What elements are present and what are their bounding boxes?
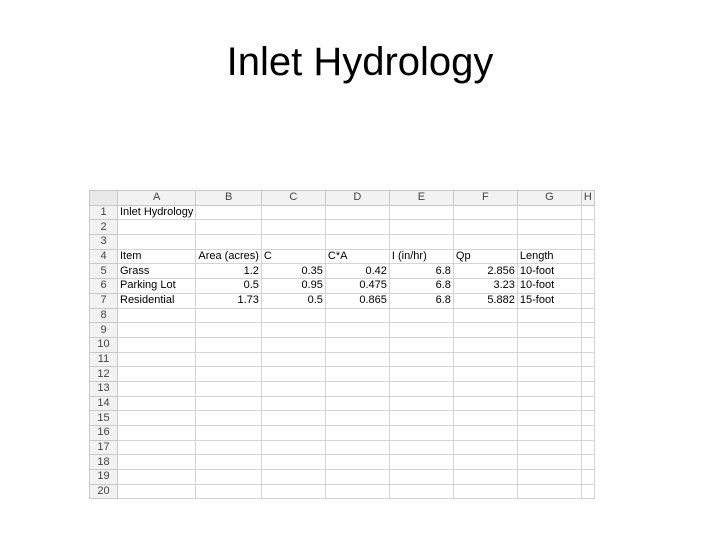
column-header-a[interactable]: A <box>118 191 196 206</box>
sheet-row <box>90 367 595 382</box>
cell-f4[interactable]: Qp <box>453 249 517 264</box>
cell-h10[interactable] <box>581 337 594 352</box>
cell-b5[interactable]: 1.2 <box>196 264 262 279</box>
cell-c1[interactable] <box>261 205 325 220</box>
cell-b9[interactable] <box>196 323 262 338</box>
cell-f13[interactable] <box>453 381 517 396</box>
cell-c20[interactable] <box>261 484 325 499</box>
cell-f6[interactable]: 3.23 <box>453 279 517 294</box>
cell-h4[interactable] <box>581 249 594 264</box>
cell-g7[interactable]: 15-foot <box>517 293 581 308</box>
cell-e19[interactable] <box>389 470 453 485</box>
cell-a10[interactable] <box>118 337 196 352</box>
row-header-9[interactable]: 9 <box>90 323 118 338</box>
row-header-15[interactable]: 15 <box>90 411 118 426</box>
cell-b3[interactable] <box>196 235 262 250</box>
sheet-row <box>90 337 595 352</box>
cell-d1[interactable] <box>325 205 389 220</box>
cell-g2[interactable] <box>517 220 581 235</box>
column-header-c[interactable]: C <box>261 191 325 206</box>
cell-d6[interactable]: 0.475 <box>325 279 389 294</box>
cell-c16[interactable] <box>261 426 325 441</box>
row-header-10[interactable]: 10 <box>90 337 118 352</box>
cell-h17[interactable] <box>581 440 594 455</box>
sheet-row <box>90 411 595 426</box>
sheet-row <box>90 279 595 294</box>
cell-f7[interactable]: 5.882 <box>453 293 517 308</box>
cell-a13[interactable] <box>118 381 196 396</box>
cell-b4[interactable]: Area (acres) <box>196 249 262 264</box>
sheet-row <box>90 426 595 441</box>
slide-title: Inlet Hydrology <box>226 40 494 84</box>
cell-a3[interactable] <box>118 235 196 250</box>
cell-h15[interactable] <box>581 411 594 426</box>
cell-d3[interactable] <box>325 235 389 250</box>
column-header-d[interactable]: D <box>325 191 389 206</box>
cell-e7[interactable]: 6.8 <box>389 293 453 308</box>
cell-e8[interactable] <box>389 308 453 323</box>
cell-e3[interactable] <box>389 235 453 250</box>
cell-f2[interactable] <box>453 220 517 235</box>
cell-c5[interactable]: 0.35 <box>261 264 325 279</box>
cell-g13[interactable] <box>517 381 581 396</box>
cell-g11[interactable] <box>517 352 581 367</box>
cell-f5[interactable]: 2.856 <box>453 264 517 279</box>
cell-f14[interactable] <box>453 396 517 411</box>
cell-h19[interactable] <box>581 470 594 485</box>
cell-b14[interactable] <box>196 396 262 411</box>
row-header-11[interactable]: 11 <box>90 352 118 367</box>
cell-a9[interactable] <box>118 323 196 338</box>
row-header-14[interactable]: 14 <box>90 396 118 411</box>
cell-b7[interactable]: 1.73 <box>196 293 262 308</box>
cell-a8[interactable] <box>118 308 196 323</box>
cell-g20[interactable] <box>517 484 581 499</box>
cell-d12[interactable] <box>325 367 389 382</box>
cell-c13[interactable] <box>261 381 325 396</box>
cell-b15[interactable] <box>196 411 262 426</box>
sheet-row <box>90 455 595 470</box>
sheet-row <box>90 205 595 220</box>
cell-c10[interactable] <box>261 337 325 352</box>
row-header-3[interactable]: 3 <box>90 235 118 250</box>
cell-c4[interactable]: C <box>261 249 325 264</box>
cell-e18[interactable] <box>389 455 453 470</box>
cell-e4[interactable]: I (in/hr) <box>389 249 453 264</box>
cell-b19[interactable] <box>196 470 262 485</box>
cell-g1[interactable] <box>517 205 581 220</box>
cell-c14[interactable] <box>261 396 325 411</box>
cell-h2[interactable] <box>581 220 594 235</box>
cell-g8[interactable] <box>517 308 581 323</box>
column-header-g[interactable]: G <box>517 191 581 206</box>
sheet-row <box>90 352 595 367</box>
cell-g5[interactable]: 10-foot <box>517 264 581 279</box>
cell-h1[interactable] <box>581 205 594 220</box>
cell-h9[interactable] <box>581 323 594 338</box>
cell-h6[interactable] <box>581 279 594 294</box>
column-header-b[interactable]: B <box>196 191 262 206</box>
row-header-8[interactable]: 8 <box>90 308 118 323</box>
sheet-row <box>90 470 595 485</box>
cell-a6[interactable]: Parking Lot <box>118 279 196 294</box>
cell-d7[interactable]: 0.865 <box>325 293 389 308</box>
cell-c6[interactable]: 0.95 <box>261 279 325 294</box>
cell-e11[interactable] <box>389 352 453 367</box>
sheet-row <box>90 264 595 279</box>
cell-d20[interactable] <box>325 484 389 499</box>
cell-d9[interactable] <box>325 323 389 338</box>
row-header-12[interactable]: 12 <box>90 367 118 382</box>
cell-b17[interactable] <box>196 440 262 455</box>
cell-a5[interactable]: Grass <box>118 264 196 279</box>
cell-c17[interactable] <box>261 440 325 455</box>
cell-d4[interactable]: C*A <box>325 249 389 264</box>
cell-h20[interactable] <box>581 484 594 499</box>
row-header-1[interactable]: 1 <box>90 205 118 220</box>
cell-d17[interactable] <box>325 440 389 455</box>
cell-g12[interactable] <box>517 367 581 382</box>
sheet-row <box>90 323 595 338</box>
column-header-f[interactable]: F <box>453 191 517 206</box>
cell-e2[interactable] <box>389 220 453 235</box>
cell-b11[interactable] <box>196 352 262 367</box>
cell-b12[interactable] <box>196 367 262 382</box>
cell-d5[interactable]: 0.42 <box>325 264 389 279</box>
cell-c8[interactable] <box>261 308 325 323</box>
cell-a1[interactable]: Inlet Hydrology <box>118 205 196 220</box>
cell-f19[interactable] <box>453 470 517 485</box>
cell-a20[interactable] <box>118 484 196 499</box>
cell-f8[interactable] <box>453 308 517 323</box>
cell-b16[interactable] <box>196 426 262 441</box>
cell-a15[interactable] <box>118 411 196 426</box>
row-header-7[interactable]: 7 <box>90 293 118 308</box>
sheet-row <box>90 293 595 308</box>
sheet-row <box>90 381 595 396</box>
cell-g4[interactable]: Length <box>517 249 581 264</box>
row-header-19[interactable]: 19 <box>90 470 118 485</box>
sheet-row <box>90 440 595 455</box>
cell-g18[interactable] <box>517 455 581 470</box>
cell-h16[interactable] <box>581 426 594 441</box>
cell-b10[interactable] <box>196 337 262 352</box>
cell-f11[interactable] <box>453 352 517 367</box>
cell-h13[interactable] <box>581 381 594 396</box>
cell-e15[interactable] <box>389 411 453 426</box>
sheet-row <box>90 235 595 250</box>
cell-b18[interactable] <box>196 455 262 470</box>
cell-e5[interactable]: 6.8 <box>389 264 453 279</box>
spreadsheet-grid <box>89 190 595 499</box>
cell-c19[interactable] <box>261 470 325 485</box>
cell-h12[interactable] <box>581 367 594 382</box>
cell-d15[interactable] <box>325 411 389 426</box>
sheet-row <box>90 484 595 499</box>
column-header-h[interactable]: H <box>581 191 594 206</box>
cell-a2[interactable] <box>118 220 196 235</box>
cell-c2[interactable] <box>261 220 325 235</box>
cell-h7[interactable] <box>581 293 594 308</box>
cell-h3[interactable] <box>581 235 594 250</box>
cell-g10[interactable] <box>517 337 581 352</box>
cell-g15[interactable] <box>517 411 581 426</box>
cell-a19[interactable] <box>118 470 196 485</box>
cell-f17[interactable] <box>453 440 517 455</box>
cell-d14[interactable] <box>325 396 389 411</box>
cell-f15[interactable] <box>453 411 517 426</box>
row-header-17[interactable]: 17 <box>90 440 118 455</box>
row-header-4[interactable]: 4 <box>90 249 118 264</box>
cell-f10[interactable] <box>453 337 517 352</box>
cell-a7[interactable]: Residential <box>118 293 196 308</box>
cell-f16[interactable] <box>453 426 517 441</box>
cell-c9[interactable] <box>261 323 325 338</box>
cell-e17[interactable] <box>389 440 453 455</box>
cell-a14[interactable] <box>118 396 196 411</box>
cell-e9[interactable] <box>389 323 453 338</box>
cell-a16[interactable] <box>118 426 196 441</box>
cell-e16[interactable] <box>389 426 453 441</box>
cell-c12[interactable] <box>261 367 325 382</box>
row-header-2[interactable]: 2 <box>90 220 118 235</box>
cell-e1[interactable] <box>389 205 453 220</box>
cell-d2[interactable] <box>325 220 389 235</box>
cell-d11[interactable] <box>325 352 389 367</box>
cell-e12[interactable] <box>389 367 453 382</box>
cell-g3[interactable] <box>517 235 581 250</box>
cell-e10[interactable] <box>389 337 453 352</box>
cell-g16[interactable] <box>517 426 581 441</box>
cell-f18[interactable] <box>453 455 517 470</box>
cell-f20[interactable] <box>453 484 517 499</box>
cell-h8[interactable] <box>581 308 594 323</box>
row-header-16[interactable]: 16 <box>90 426 118 441</box>
cell-d18[interactable] <box>325 455 389 470</box>
row-header-6[interactable]: 6 <box>90 279 118 294</box>
cell-a12[interactable] <box>118 367 196 382</box>
cell-a17[interactable] <box>118 440 196 455</box>
cell-h14[interactable] <box>581 396 594 411</box>
cell-e6[interactable]: 6.8 <box>389 279 453 294</box>
cell-g19[interactable] <box>517 470 581 485</box>
cell-d13[interactable] <box>325 381 389 396</box>
cell-h11[interactable] <box>581 352 594 367</box>
cell-c18[interactable] <box>261 455 325 470</box>
select-all-corner[interactable] <box>90 191 118 206</box>
cell-g14[interactable] <box>517 396 581 411</box>
cell-d10[interactable] <box>325 337 389 352</box>
row-header-13[interactable]: 13 <box>90 381 118 396</box>
cell-g6[interactable]: 10-foot <box>517 279 581 294</box>
cell-d19[interactable] <box>325 470 389 485</box>
cell-c7[interactable]: 0.5 <box>261 293 325 308</box>
cell-h18[interactable] <box>581 455 594 470</box>
cell-g17[interactable] <box>517 440 581 455</box>
cell-b13[interactable] <box>196 381 262 396</box>
column-header-e[interactable]: E <box>389 191 453 206</box>
cell-a4[interactable]: Item <box>118 249 196 264</box>
cell-b8[interactable] <box>196 308 262 323</box>
sheet-row <box>90 249 595 264</box>
cell-a11[interactable] <box>118 352 196 367</box>
cell-f9[interactable] <box>453 323 517 338</box>
cell-f3[interactable] <box>453 235 517 250</box>
cell-e14[interactable] <box>389 396 453 411</box>
cell-d8[interactable] <box>325 308 389 323</box>
cell-a18[interactable] <box>118 455 196 470</box>
row-header-18[interactable]: 18 <box>90 455 118 470</box>
cell-f12[interactable] <box>453 367 517 382</box>
cell-b6[interactable]: 0.5 <box>196 279 262 294</box>
cell-g9[interactable] <box>517 323 581 338</box>
row-header-5[interactable]: 5 <box>90 264 118 279</box>
cell-c11[interactable] <box>261 352 325 367</box>
sheet-row <box>90 396 595 411</box>
sheet-row <box>90 220 595 235</box>
cell-c15[interactable] <box>261 411 325 426</box>
cell-c3[interactable] <box>261 235 325 250</box>
cell-d16[interactable] <box>325 426 389 441</box>
cell-e13[interactable] <box>389 381 453 396</box>
cell-b2[interactable] <box>196 220 262 235</box>
cell-f1[interactable] <box>453 205 517 220</box>
cell-h5[interactable] <box>581 264 594 279</box>
cell-b20[interactable] <box>196 484 262 499</box>
sheet-row <box>90 308 595 323</box>
cell-b1[interactable] <box>196 205 262 220</box>
row-header-20[interactable]: 20 <box>90 484 118 499</box>
cell-e20[interactable] <box>389 484 453 499</box>
